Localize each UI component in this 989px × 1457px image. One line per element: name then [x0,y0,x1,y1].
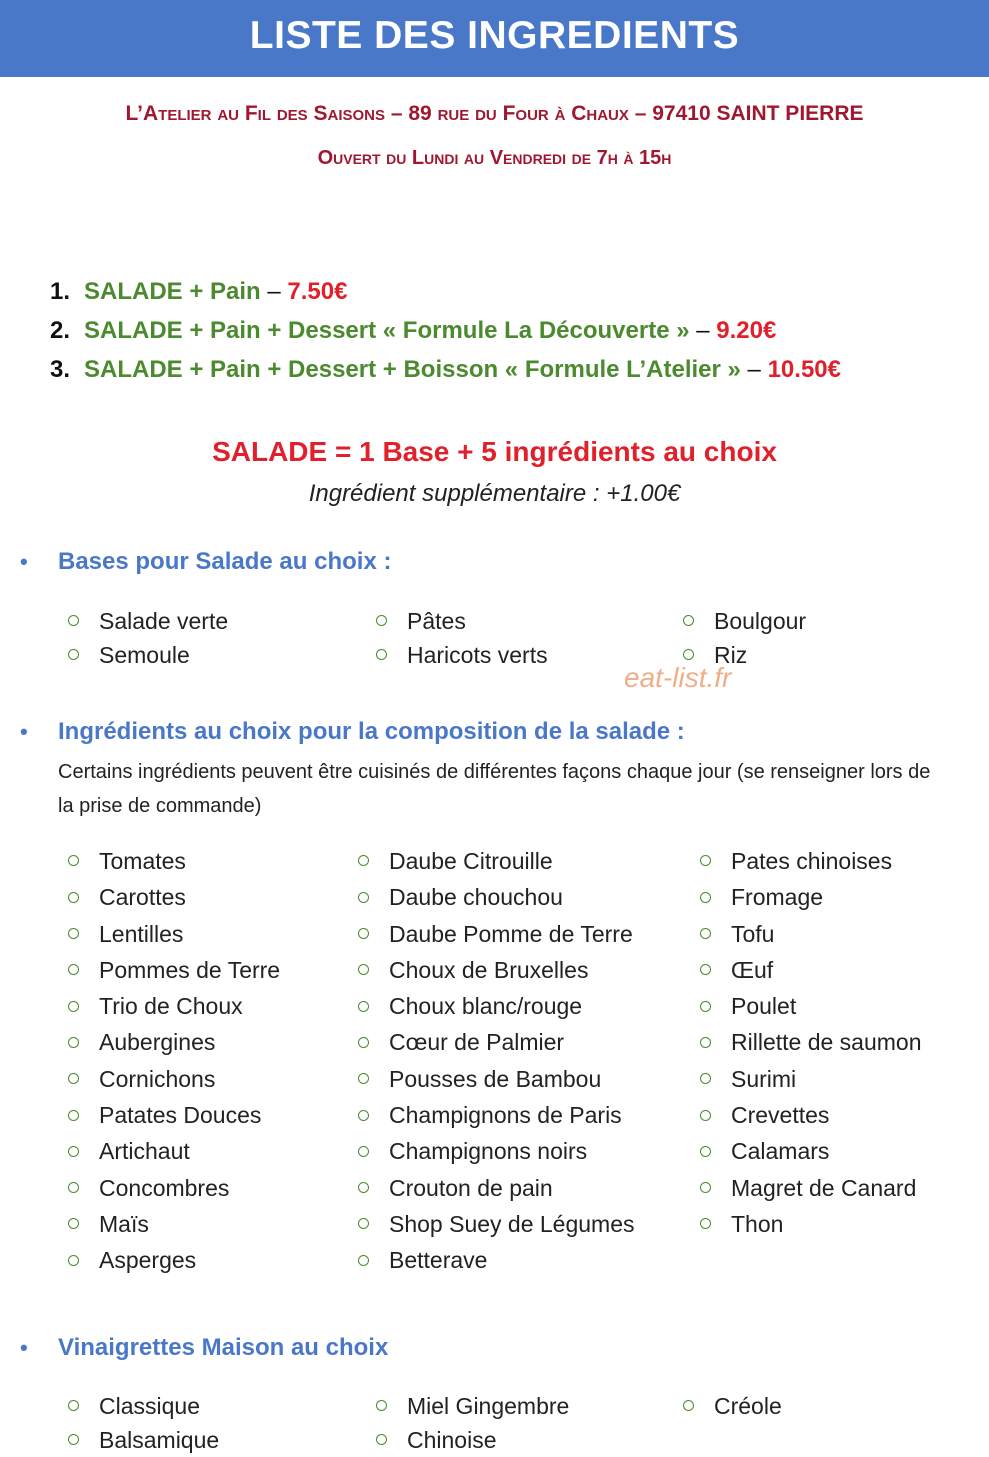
list-item-label: Champignons de Paris [389,1102,622,1129]
circle-bullet-icon [68,649,79,660]
list-item [358,1097,635,1133]
list-item-label: Surimi [731,1065,797,1092]
list-item [358,1133,635,1169]
list-item-label: Pâtes [407,608,466,634]
ingredients-description: Certains ingrédients peuvent être cuisinés de différentes façons chaque jour (se renseigner lors de la prise de commande) [58,761,931,817]
list-item-label: Daube chouchou [389,884,563,911]
list-item-label: Classique [99,1393,200,1419]
list-item [358,1024,635,1060]
circle-bullet-icon [376,615,387,626]
list-item-label: Pates chinoises [731,848,893,874]
salad-rule: SALADE = 1 Base + 5 ingrédients au choix [212,436,777,467]
list-item-label: Maïs [99,1210,149,1237]
section-title: Bases pour Salade au choix : [58,548,392,575]
list-item-label: Lentilles [99,920,184,947]
circle-bullet-icon [683,1400,694,1411]
circle-bullet-icon [358,855,369,866]
circle-bullet-icon [358,1255,369,1266]
list-item-label: Rillette de saumon [731,1029,922,1056]
offer-item [50,356,841,395]
list-item [358,1170,635,1206]
list-item-label: Thon [731,1210,784,1237]
list-item [358,1206,635,1242]
circle-bullet-icon [358,928,369,939]
bullet-icon: • [20,549,28,574]
circle-bullet-icon [358,1146,369,1157]
list-item-label: Trio de Choux [99,993,243,1020]
bases-col-1 [68,604,228,672]
list-item [376,1389,569,1423]
list-item-label: Pommes de Terre [99,956,281,983]
circle-bullet-icon [68,1218,79,1229]
list-item [700,1206,922,1242]
ingredients-col-2 [358,843,635,1279]
address-line: L’Atelier au Fil des Saisons – 89 rue du Four à Chaux – 97410 SAINT PIERRE [125,102,864,125]
list-item-label: Balsamique [99,1427,220,1453]
list-item-label: Poulet [731,993,797,1020]
section-ingredients [20,718,685,746]
circle-bullet-icon [358,1037,369,1048]
section-title: Vinaigrettes Maison au choix [58,1334,389,1361]
list-item-label: Choux de Bruxelles [389,956,589,983]
offer-item [50,317,841,356]
list-item-label: Cœur de Palmier [389,1029,565,1056]
list-item [700,1170,922,1206]
page-title: LISTE DES INGREDIENTS [249,14,740,57]
vinaigrettes-col-2 [376,1389,569,1457]
circle-bullet-icon [358,892,369,903]
list-item [700,988,922,1024]
offer-number: 2. [50,317,71,344]
list-item-label: Artichaut [99,1138,190,1165]
list-item [358,1242,635,1278]
circle-bullet-icon [376,1434,387,1445]
offer-text: SALADE + Pain + Dessert « Formule La Découverte » [84,317,690,344]
list-item-label: Pousses de Bambou [389,1065,602,1092]
circle-bullet-icon [700,964,711,975]
list-item [376,604,548,638]
list-item-label: Crouton de pain [389,1174,553,1201]
circle-bullet-icon [700,855,711,866]
list-item-label: Carottes [99,884,186,911]
circle-bullet-icon [376,1400,387,1411]
list-item [700,1061,922,1097]
circle-bullet-icon [358,1182,369,1193]
circle-bullet-icon [68,1400,79,1411]
offer-price: 10.50€ [767,356,841,383]
circle-bullet-icon [358,1110,369,1121]
circle-bullet-icon [68,1255,79,1266]
bullet-icon: • [20,1335,28,1360]
list-item [68,1242,280,1278]
list-item [683,604,806,638]
opening-hours: Ouvert du Lundi au Vendredi de 7h à 15h [317,147,672,169]
extra-ingredient-price: Ingrédient supplémentaire : +1.00€ [308,480,681,507]
list-item [68,988,280,1024]
vinaigrettes-col-3 [683,1389,782,1423]
offer-text: SALADE + Pain [84,278,261,305]
list-item [700,1133,922,1169]
circle-bullet-icon [68,1037,79,1048]
circle-bullet-icon [700,1073,711,1084]
header-banner [0,0,989,77]
circle-bullet-icon [68,615,79,626]
circle-bullet-icon [68,964,79,975]
list-item [358,952,635,988]
ingredients-col-1 [68,843,280,1279]
circle-bullet-icon [68,855,79,866]
circle-bullet-icon [700,928,711,939]
list-item-label: Asperges [99,1247,197,1274]
circle-bullet-icon [68,1001,79,1012]
list-item-label: Miel Gingembre [407,1393,570,1419]
list-item [700,952,922,988]
offer-price: 9.20€ [716,317,777,344]
list-item [358,988,635,1024]
circle-bullet-icon [358,1073,369,1084]
list-item-label: Daube Pomme de Terre [389,920,633,947]
circle-bullet-icon [683,615,694,626]
list-item [68,1024,280,1060]
list-item-label: Tomates [99,848,186,874]
offers-list [50,278,841,395]
list-item-label: Patates Douces [99,1102,262,1129]
list-item [68,1170,280,1206]
circle-bullet-icon [700,1001,711,1012]
list-item-label: Chinoise [407,1427,497,1453]
bases-col-2 [376,604,548,672]
list-item [68,952,280,988]
list-item-label: Shop Suey de Légumes [389,1210,635,1237]
list-item-label: Choux blanc/rouge [389,993,583,1020]
list-item [68,916,280,952]
list-item-label: Cornichons [99,1065,216,1092]
list-item [700,916,922,952]
circle-bullet-icon [700,1110,711,1121]
list-item-label: Betterave [389,1247,488,1274]
list-item-label: Champignons noirs [389,1138,588,1165]
list-item-label: Concombres [99,1174,230,1201]
bullet-icon: • [20,719,28,744]
circle-bullet-icon [68,1182,79,1193]
list-item-label: Crevettes [731,1102,830,1129]
circle-bullet-icon [68,892,79,903]
circle-bullet-icon [68,1146,79,1157]
list-item [700,1097,922,1133]
list-item-label: Calamars [731,1138,830,1165]
circle-bullet-icon [68,1434,79,1445]
circle-bullet-icon [700,1037,711,1048]
list-item [68,1061,280,1097]
list-item-label: Tofu [731,920,775,947]
offer-number: 1. [50,278,71,305]
circle-bullet-icon [700,1182,711,1193]
list-item-label: Riz [714,642,748,668]
list-item-label: Semoule [99,642,190,668]
list-item [68,1423,219,1457]
vinaigrettes-col-1 [68,1389,219,1457]
list-item [358,879,635,915]
circle-bullet-icon [376,649,387,660]
circle-bullet-icon [358,1218,369,1229]
list-item [68,604,228,638]
circle-bullet-icon [68,928,79,939]
list-item-label: Œuf [731,956,774,983]
list-item [376,638,548,672]
offer-dash: – [260,278,288,305]
offer-text: SALADE + Pain + Dessert + Boisson « Formule L’Atelier » [84,356,741,383]
circle-bullet-icon [68,1073,79,1084]
list-item [68,1206,280,1242]
circle-bullet-icon [700,1218,711,1229]
list-item [376,1423,569,1457]
circle-bullet-icon [358,1001,369,1012]
list-item-label: Magret de Canard [731,1174,917,1201]
circle-bullet-icon [683,649,694,660]
ingredients-col-3 [700,843,922,1242]
section-title: Ingrédients au choix pour la composition de la salade : [58,718,685,745]
list-item [68,1389,219,1423]
circle-bullet-icon [68,1110,79,1121]
list-item [358,916,635,952]
offer-price: 7.50€ [287,278,348,305]
offer-number: 3. [50,356,71,383]
watermark: eat-list.fr [624,662,732,693]
list-item [683,1389,782,1423]
list-item [68,879,280,915]
circle-bullet-icon [358,964,369,975]
list-item [68,1133,280,1169]
list-item-label: Fromage [731,884,824,911]
list-item-label: Haricots verts [407,642,548,668]
list-item [358,1061,635,1097]
offer-item [50,278,841,317]
offer-dash: – [689,317,717,344]
list-item-label: Boulgour [714,608,807,634]
section-bases [20,548,391,576]
section-vinaigrettes [20,1334,388,1362]
list-item [700,879,922,915]
list-item-label: Créole [714,1393,782,1419]
list-item [68,843,280,879]
list-item [68,638,228,672]
circle-bullet-icon [700,892,711,903]
list-item [700,1024,922,1060]
list-item [700,843,922,879]
list-item-label: Salade verte [99,608,229,634]
list-item [358,843,635,879]
circle-bullet-icon [700,1146,711,1157]
list-item-label: Aubergines [99,1029,216,1056]
list-item [68,1097,280,1133]
offer-dash: – [740,356,768,383]
list-item-label: Daube Citrouille [389,848,553,874]
